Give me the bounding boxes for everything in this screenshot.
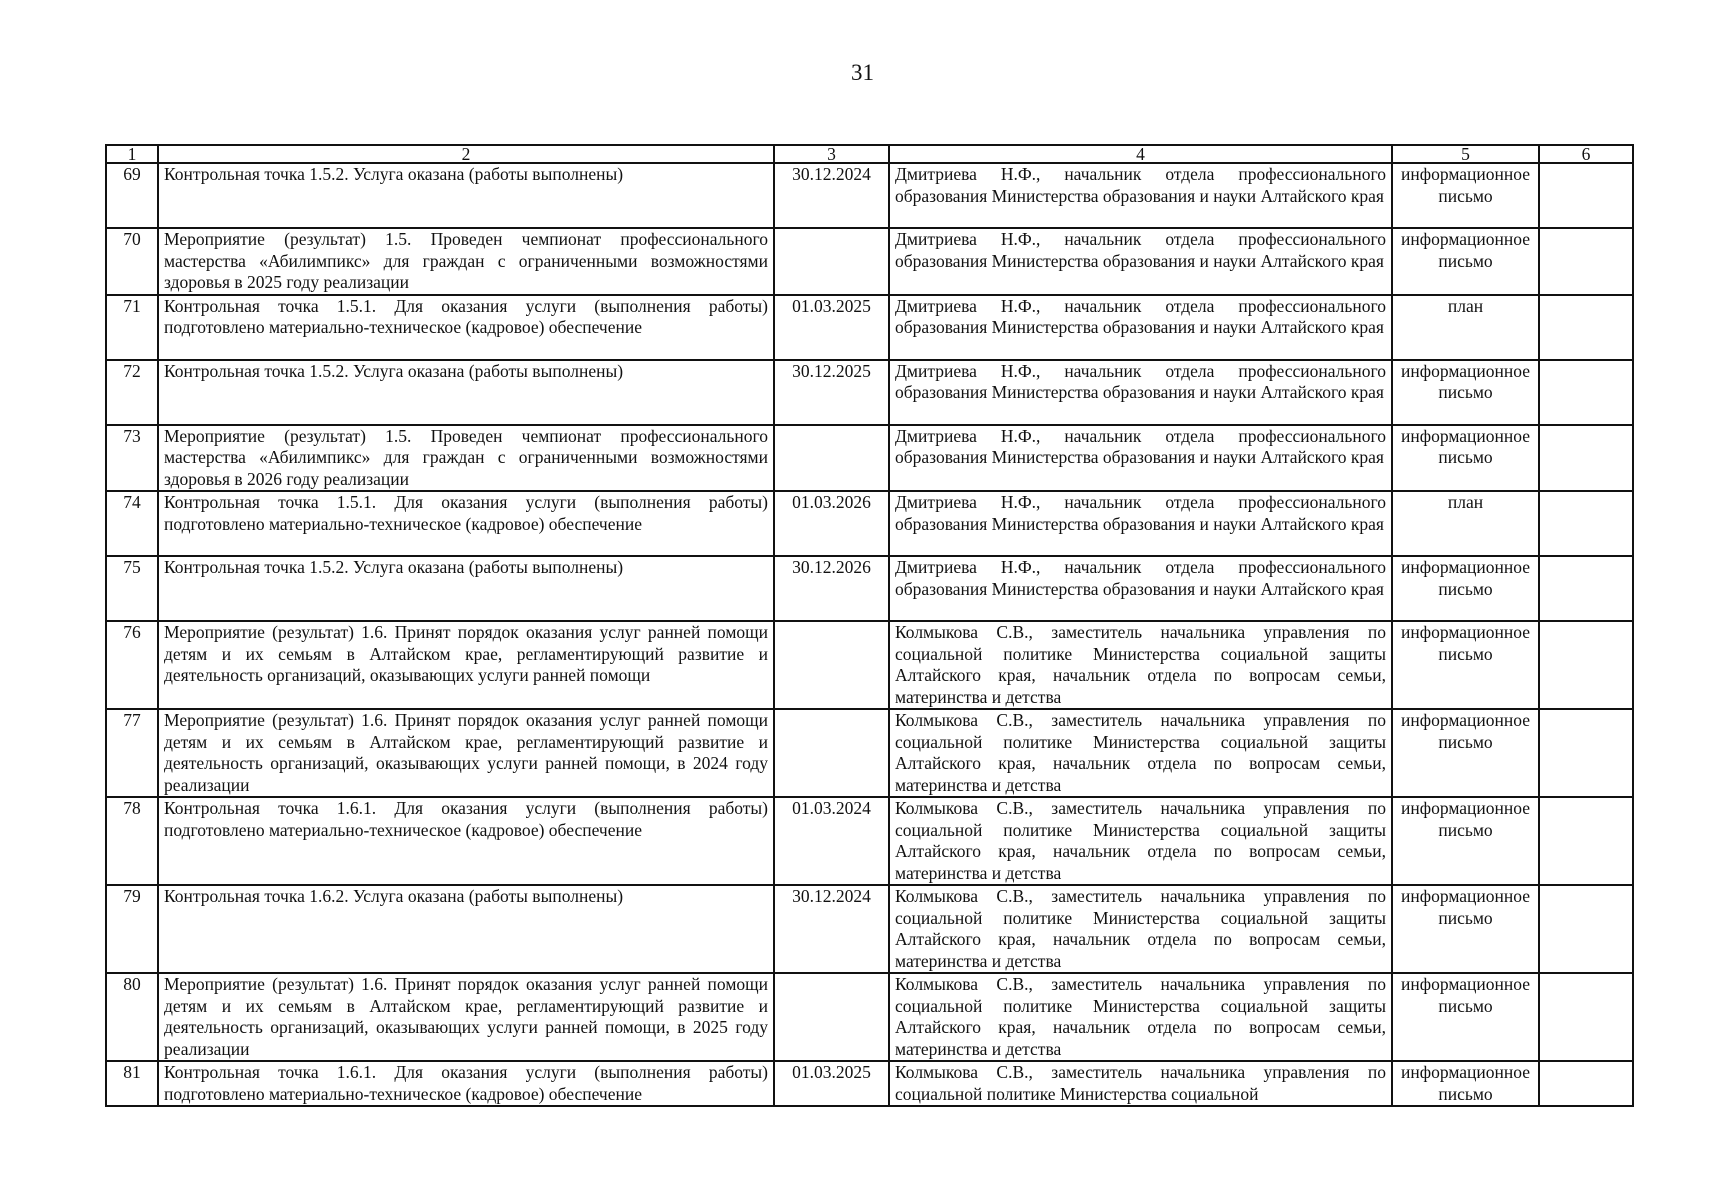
table-row [106, 621, 1633, 709]
document-type: информационное письмо [1392, 621, 1539, 709]
event-description: Контрольная точка 1.5.1. Для оказания услуги (выполнения работы) подготовлено материально-техническое (кадровое) обеспечение [158, 295, 774, 360]
event-description: Контрольная точка 1.6.1. Для оказания услуги (выполнения работы) подготовлено материально-техническое (кадровое) обеспечение [158, 1061, 774, 1106]
document-type: информационное письмо [1392, 885, 1539, 973]
note-cell [1539, 709, 1633, 797]
table-row [106, 973, 1633, 1061]
due-date: 30.12.2024 [774, 163, 889, 228]
document-type: информационное письмо [1392, 709, 1539, 797]
column-header-4: 4 [889, 145, 1392, 163]
responsible-person: Колмыкова С.В., заместитель начальника управления по социальной политике Министерства социальной защиты Алтайского края, начальник отдела по вопросам семьи, материнства и детства [889, 621, 1392, 709]
table-row [106, 1061, 1633, 1106]
page-number: 31 [851, 60, 874, 85]
table-row [106, 885, 1633, 973]
responsible-person: Дмитриева Н.Ф., начальник отдела профессионального образования Министерства образования и науки Алтайского края [889, 491, 1392, 556]
responsible-person: Колмыкова С.В., заместитель начальника управления по социальной политике Министерства социальной [889, 1061, 1392, 1106]
note-cell [1539, 885, 1633, 973]
responsible-person: Колмыкова С.В., заместитель начальника управления по социальной политике Министерства социальной защиты Алтайского края, начальник отдела по вопросам семьи, материнства и детства [889, 973, 1392, 1061]
responsible-person: Дмитриева Н.Ф., начальник отдела профессионального образования Министерства образования и науки Алтайского края [889, 228, 1392, 295]
note-cell [1539, 360, 1633, 425]
table-row [106, 228, 1633, 295]
responsible-person: Дмитриева Н.Ф., начальник отдела профессионального образования Министерства образования и науки Алтайского края [889, 163, 1392, 228]
document-type: информационное письмо [1392, 1061, 1539, 1106]
due-date [774, 425, 889, 492]
due-date: 30.12.2026 [774, 556, 889, 621]
note-cell [1539, 973, 1633, 1061]
note-cell [1539, 621, 1633, 709]
table-row [106, 709, 1633, 797]
event-description: Контрольная точка 1.5.2. Услуга оказана (работы выполнены) [158, 360, 774, 425]
event-description: Мероприятие (результат) 1.6. Принят порядок оказания услуг ранней помощи детям и их семьям в Алтайском крае, регламентирующий развитие и деятельность организаций, оказывающих услуги ранней помощи, в 2025 году реализации [158, 973, 774, 1061]
document-type: информационное письмо [1392, 360, 1539, 425]
row-number: 69 [106, 163, 158, 228]
event-description: Мероприятие (результат) 1.6. Принят порядок оказания услуг ранней помощи детям и их семьям в Алтайском крае, регламентирующий развитие и деятельность организаций, оказывающих услуги ранней помощи [158, 621, 774, 709]
event-description: Контрольная точка 1.5.1. Для оказания услуги (выполнения работы) подготовлено материально-техническое (кадровое) обеспечение [158, 491, 774, 556]
event-description: Контрольная точка 1.6.2. Услуга оказана (работы выполнены) [158, 885, 774, 973]
event-description: Контрольная точка 1.5.2. Услуга оказана (работы выполнены) [158, 556, 774, 621]
responsible-person: Дмитриева Н.Ф., начальник отдела профессионального образования Министерства образования и науки Алтайского края [889, 425, 1392, 492]
responsible-person: Колмыкова С.В., заместитель начальника управления по социальной политике Министерства социальной защиты Алтайского края, начальник отдела по вопросам семьи, материнства и детства [889, 709, 1392, 797]
table-row [106, 295, 1633, 360]
responsible-person: Колмыкова С.В., заместитель начальника управления по социальной политике Министерства социальной защиты Алтайского края, начальник отдела по вопросам семьи, материнства и детства [889, 885, 1392, 973]
note-cell [1539, 163, 1633, 228]
event-description: Контрольная точка 1.5.2. Услуга оказана (работы выполнены) [158, 163, 774, 228]
due-date [774, 973, 889, 1061]
table-row [106, 797, 1633, 885]
document-type: информационное письмо [1392, 228, 1539, 295]
table-row [106, 425, 1633, 492]
event-description: Контрольная точка 1.6.1. Для оказания услуги (выполнения работы) подготовлено материально-техническое (кадровое) обеспечение [158, 797, 774, 885]
due-date: 01.03.2025 [774, 295, 889, 360]
responsible-person: Дмитриева Н.Ф., начальник отдела профессионального образования Министерства образования и науки Алтайского края [889, 360, 1392, 425]
note-cell [1539, 295, 1633, 360]
document-type: информационное письмо [1392, 163, 1539, 228]
note-cell [1539, 425, 1633, 492]
row-number: 74 [106, 491, 158, 556]
document-type: информационное письмо [1392, 425, 1539, 492]
column-header-2: 2 [158, 145, 774, 163]
table-body [106, 163, 1633, 1106]
document-type: информационное письмо [1392, 973, 1539, 1061]
responsible-person: Дмитриева Н.Ф., начальник отдела профессионального образования Министерства образования и науки Алтайского края [889, 295, 1392, 360]
note-cell [1539, 797, 1633, 885]
row-number: 71 [106, 295, 158, 360]
note-cell [1539, 228, 1633, 295]
due-date [774, 621, 889, 709]
event-description: Мероприятие (результат) 1.5. Проведен чемпионат профессионального мастерства «Абилимпикс» для граждан с ограниченными возможностями здоровья в 2026 году реализации [158, 425, 774, 492]
document-type: план [1392, 491, 1539, 556]
row-number: 73 [106, 425, 158, 492]
row-number: 77 [106, 709, 158, 797]
row-number: 80 [106, 973, 158, 1061]
note-cell [1539, 1061, 1633, 1106]
column-header-1: 1 [106, 145, 158, 163]
due-date [774, 228, 889, 295]
column-header-5: 5 [1392, 145, 1539, 163]
row-number: 75 [106, 556, 158, 621]
document-type: информационное письмо [1392, 797, 1539, 885]
row-number: 78 [106, 797, 158, 885]
due-date: 30.12.2024 [774, 885, 889, 973]
due-date [774, 709, 889, 797]
row-number: 79 [106, 885, 158, 973]
due-date: 30.12.2025 [774, 360, 889, 425]
due-date: 01.03.2025 [774, 1061, 889, 1106]
note-cell [1539, 556, 1633, 621]
due-date: 01.03.2024 [774, 797, 889, 885]
plan-table [105, 144, 1634, 1107]
table-row [106, 491, 1633, 556]
document-type: план [1392, 295, 1539, 360]
responsible-person: Колмыкова С.В., заместитель начальника управления по социальной политике Министерства социальной защиты Алтайского края, начальник отдела по вопросам семьи, материнства и детства [889, 797, 1392, 885]
document-type: информационное письмо [1392, 556, 1539, 621]
row-number: 81 [106, 1061, 158, 1106]
column-header-6: 6 [1539, 145, 1633, 163]
row-number: 72 [106, 360, 158, 425]
table-row [106, 556, 1633, 621]
responsible-person: Дмитриева Н.Ф., начальник отдела профессионального образования Министерства образования и науки Алтайского края [889, 556, 1392, 621]
row-number: 76 [106, 621, 158, 709]
table-row [106, 360, 1633, 425]
column-header-3: 3 [774, 145, 889, 163]
due-date: 01.03.2026 [774, 491, 889, 556]
event-description: Мероприятие (результат) 1.6. Принят порядок оказания услуг ранней помощи детям и их семьям в Алтайском крае, регламентирующий развитие и деятельность организаций, оказывающих услуги ранней помощи, в 2024 году реализации [158, 709, 774, 797]
header-row [106, 145, 1633, 163]
table-row [106, 163, 1633, 228]
note-cell [1539, 491, 1633, 556]
row-number: 70 [106, 228, 158, 295]
event-description: Мероприятие (результат) 1.5. Проведен чемпионат профессионального мастерства «Абилимпикс» для граждан с ограниченными возможностями здоровья в 2025 году реализации [158, 228, 774, 295]
